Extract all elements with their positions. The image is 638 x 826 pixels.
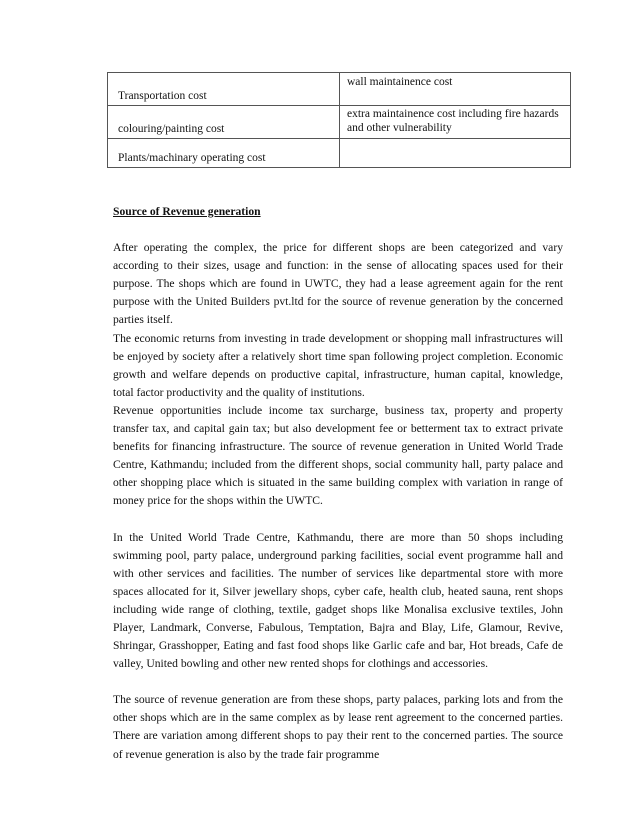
- document-body: [113, 203, 563, 764]
- section-heading: Source of Revenue generation: [113, 205, 261, 218]
- table-cell: colouring/painting cost: [108, 106, 340, 139]
- cost-table: [107, 72, 571, 168]
- paragraph: The economic returns from investing in trade development or shopping mall infrastructures will be enjoyed by society after a relatively short time span following project completion. Economic growth and welfare depends on productive capital, infrastructure, human capital, knowledge, total factor productivity and the quality of institutions.: [113, 331, 563, 399]
- paragraph: After operating the complex, the price for different shops are been categorized and vary according to their sizes, usage and function: in the sense of allocating spaces used for their purpose. The shops which are found in UWTC, they had a lease agreement again for the rent purpose with the United Builders pvt.ltd for the source of revenue generation by the concerned parties itself.: [113, 241, 563, 327]
- table-cell: Transportation cost: [108, 73, 340, 106]
- paragraph: Revenue opportunities include income tax surcharge, business tax, property and property transfer tax, and capital gain tax; but also development fee or betterment tax to extract private benefits for financing infrastructure. The source of revenue generation in United World Trade Centre, Kathmandu; included from the different shops, social community hall, party palace and other shopping place which is situated in the same building complex with variation in range of money price for the shops within the UWTC.: [113, 403, 563, 508]
- table-row: [108, 139, 571, 168]
- paragraph: The source of revenue generation are from these shops, party palaces, parking lots and from the other shops which are in the same complex as by lease rent agreement to the concerned parties. There are variation among different shops to pay their rent to the concerned parties. The source of revenue generation is also by the trade fair programme: [113, 693, 563, 761]
- table-row: [108, 106, 571, 139]
- table-cell: extra maintainence cost including fire hazards and other vulnerability: [340, 106, 571, 139]
- table-cell: Plants/machinary operating cost: [108, 139, 340, 168]
- table-cell: [340, 139, 571, 168]
- table-row: [108, 73, 571, 106]
- paragraph: In the United World Trade Centre, Kathmandu, there are more than 50 shops including swimming pool, party palace, underground parking facilities, social event programme hall and with other services and facilities. The number of services like departmental store with more spaces allocated for it, Silver jewellary shops, cyber cafe, health club, heated sauna, rent shops including wide range of clothing, textile, gadget shops like Monalisa exclusive textiles, John Player, Landmark, Converse, Fabulous, Temptation, Bajra and Blay, Life, Glamour, Revive, Shringar, Grasshopper, Eating and fast food shops like Garlic cafe and bar, Hot breads, Cafe de valley, United bowling and other new rented shops for clothings and accessories.: [113, 530, 563, 671]
- table-cell: wall maintainence cost: [340, 73, 571, 106]
